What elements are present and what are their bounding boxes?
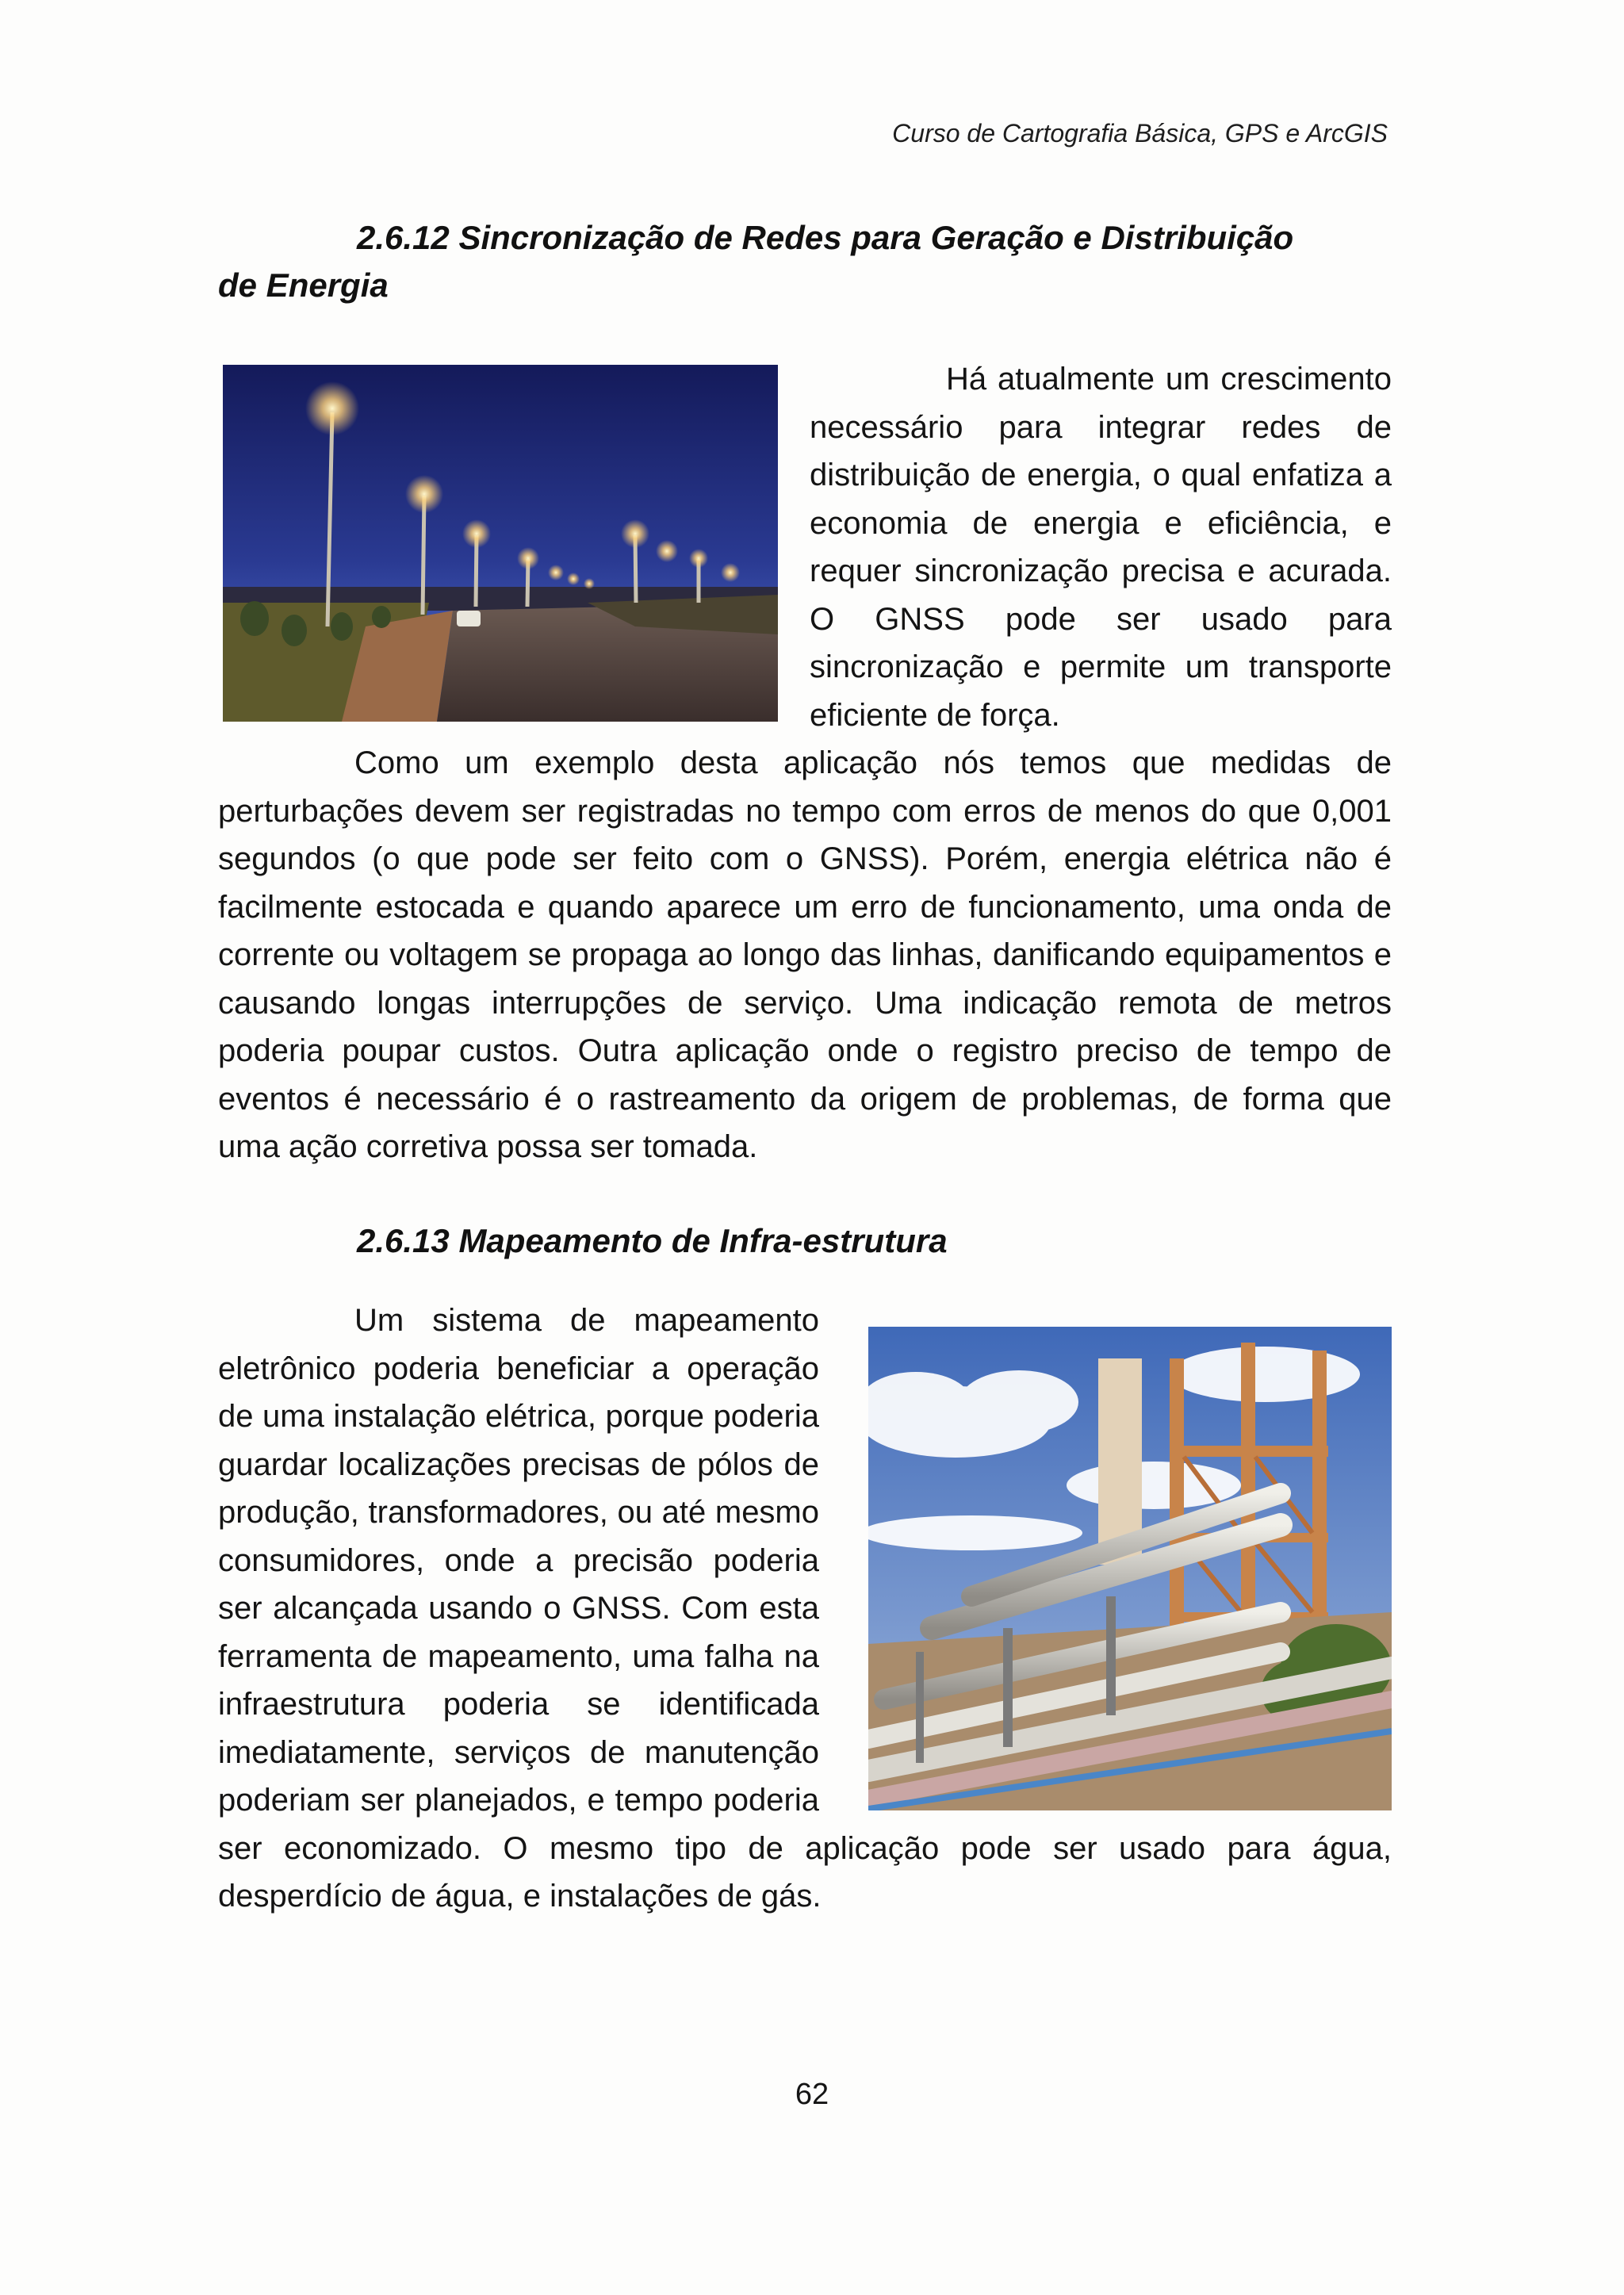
paragraph: Há atualmente um crescimento necessário para integrar redes de distribuição de energia, o qual enfatiza a economia de energia e eficiência, e requer sincronização precisa e acurada. O GNSS pode ser usado para sincronização e permite um transporte eficiente de força. (810, 362, 1392, 733)
section-body-2-6-13 (218, 1297, 1392, 1921)
section-body-2-6-12 (218, 355, 1392, 1171)
street-lights-photo (223, 365, 778, 722)
section-heading-line-1: 2.6.12 Sincronização de Redes para Geração e Distribuição (357, 219, 1294, 256)
section-heading-text: 2.6.13 Mapeamento de Infra-estrutura (357, 1222, 948, 1259)
section-heading-line-2: de Energia (218, 266, 389, 304)
paragraph: Como um exemplo desta aplicação nós temos que medidas de perturbações devem ser registradas no tempo com erros de menos do que 0,001 segundos (o que pode ser feito com o GNSS). Porém, energia elétrica não é facilmente estocada e quando aparece um erro de funcionamento, uma onda de corrente ou voltagem se propaga ao longo das linhas, danificando equipamentos e causando longas interrupções de serviço. Uma indicação remota de metros poderia poupar custos. Outra aplicação onde o registro preciso de tempo de eventos é necessário é o rastreamento da origem de problemas, de forma que uma ação corretiva possa ser tomada. (218, 745, 1392, 1164)
section-heading-2-6-12 (218, 214, 1392, 309)
page-number: 62 (795, 2078, 829, 2111)
section-heading-2-6-13 (218, 1217, 1392, 1265)
pipeline-facility-photo (868, 1327, 1392, 1810)
running-header: Curso de Cartografia Básica, GPS e ArcGIS (892, 119, 1388, 148)
paragraph: Um sistema de mapeamento eletrônico poderia beneficiar a operação de uma instalação elétrica, porque poderia guardar localizações precisas de pólos de produção, transformadores, ou até mesmo consumidores, onde a precisão poderia ser alcançada usando o GNSS. Com esta ferramenta de mapeamento, uma falha na infraestrutura poderia se identificada imediatamente, serviços de manutenção poderiam ser planejados, e tempo poderia ser economizado. O mesmo tipo de aplicação pode ser usado para água, desperdício de água, e instalações de gás. (218, 1303, 1392, 1914)
